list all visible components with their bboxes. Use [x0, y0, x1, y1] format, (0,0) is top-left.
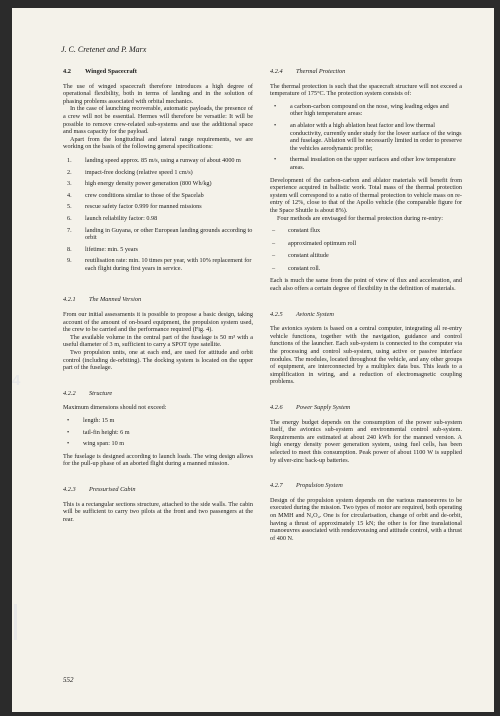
list-marker: •	[274, 121, 277, 129]
paragraph: The thermal protection is such that the spacecraft structure will not exceed a temperature of 175°C. The protection system consists of:	[270, 82, 462, 98]
spec-text: lifetime: min. 5 years	[85, 245, 138, 253]
list-marker: –	[272, 239, 276, 247]
dimension-item	[63, 417, 253, 425]
list-marker: •	[67, 440, 70, 448]
list-marker: •	[67, 417, 70, 424]
spec-text: landing speed approx. 85 m/s, using a runway of about 4000 m	[85, 156, 241, 164]
section-heading-4-2-4: 4.2.4 Thermal Protection	[270, 68, 346, 75]
paragraph: Each is much the same from the point of view of flux and acceleration, and each also offers a certain degree of flexibility in the definition of materials.	[270, 277, 462, 293]
spec-text: rescue safety factor 0.999 for manned missions	[85, 203, 202, 211]
paragraph: Development of the carbon-carbon and ablator materials will benefit from experience acquired in ballistic work. Total mass of the thermal protection system will correspond to a ratio of thermal protection to vehicle mass on re-entry of 12%, close to that of the Apollo vehicle (the comparable figure for the Space Shuttle is about 8%).	[270, 176, 462, 214]
edge-mark-number: 4	[12, 372, 21, 389]
section-heading-4-2: 4.2 Winged Spacecraft	[63, 68, 137, 75]
dimension-item-text: wing span: 10 m	[83, 440, 125, 448]
paragraph: The available volume in the central part of the fuselage is 50 m³ with a useful diameter of 3 m, sufficient to carry a SPOT type satellite.	[63, 333, 253, 349]
paragraph: The avionics system is based on a central computer, integrating all re-entry vehicle functions, together with the navigation, guidance and control functions of the launcher. Each sub-system is connected to the computer via the processing and control sub-system, using active or passive interface modules. The modules, located throughout the vehicle, and any other groups of equipment, are interconnected by a multiplex data bus. This leads to a simplification in wiring, and a reduction of electromagnetic coupling problems.	[270, 325, 462, 386]
spec-number: 4.	[67, 191, 72, 199]
spec-text: landing in Guyana, or other European landing grounds according to orbit	[85, 226, 253, 242]
running-header: J. C. Cretenet and P. Marx	[61, 45, 147, 54]
spec-text: crew conditions similar to those of the Spacelab	[85, 191, 204, 199]
spec-text: high energy density power generation (800 Wh/kg)	[85, 180, 212, 188]
method-item	[270, 252, 462, 260]
thermal-item	[270, 156, 462, 171]
spec-item	[63, 203, 253, 211]
section-heading-4-2-2: 4.2.2 Structure	[63, 389, 113, 397]
paragraph: Four methods are envisaged for thermal protection during re-entry:	[277, 214, 443, 222]
section-heading-4-2-3: 4.2.3 Pressurised Cabin	[63, 485, 136, 493]
edge-mark-bar	[14, 604, 17, 640]
dimension-item	[63, 440, 253, 448]
method-item	[270, 265, 462, 273]
paragraph: The use of winged spacecraft therefore introduces a high degree of operational flexibility, both in terms of landing and in the solution of phasing problems associated with orbital mechanics.	[63, 82, 253, 105]
left-column	[63, 68, 253, 523]
dimension-item-text: length: 15 m	[83, 417, 115, 424]
spec-text: launch reliability factor: 0.98	[85, 214, 158, 222]
spec-item	[63, 257, 253, 272]
paragraph: Maximum dimensions should not exceed:	[63, 404, 167, 412]
page-number: 552	[63, 676, 74, 684]
spec-item	[63, 180, 253, 188]
method-item-text: constant roll.	[288, 264, 321, 272]
method-item	[270, 227, 462, 235]
reentry-methods-list	[270, 227, 462, 272]
spec-number: 1.	[67, 156, 72, 164]
list-marker: –	[272, 227, 276, 235]
spec-item	[63, 246, 253, 254]
spec-number: 6.	[67, 214, 72, 222]
method-item-text: approximated optimum roll	[288, 239, 357, 247]
dimension-item-text: tail-fin height: 6 m	[83, 428, 130, 436]
method-item-text: constant flux	[288, 227, 321, 235]
specifications-list	[63, 157, 253, 273]
method-item	[270, 240, 462, 248]
spec-text: impact-free docking (relative speed 1 cm/s)	[85, 168, 193, 176]
list-marker: •	[274, 102, 277, 110]
section-heading-4-2-6: 4.2.6 Power Supply System	[270, 404, 351, 411]
spec-item	[63, 157, 253, 165]
spec-number: 3.	[67, 180, 72, 188]
list-marker: –	[272, 264, 276, 272]
paragraph: The energy budget depends on the consumption of the power sub-system itself, the avionics sub-system and environmental control sub-system. Requirements are estimated at about 240 kWh for the manned version. A high energy density power generation system, using fuel cells, has been selected to meet this consumption. Peak power of about 1100 W is supplied by silver-zinc back-up batteries.	[270, 418, 462, 464]
thermal-item-text: a carbon-carbon compound on the nose, wing leading edges and other high temperature areas:	[290, 102, 449, 118]
paragraph: Two propulsion units, one at each end, are used for attitude and orbit control (including de-orbiting). The docking system is located on the upper part of the fuselage.	[63, 349, 253, 372]
paragraph: Design of the propulsion system depends on the various manoeuvres to be executed during the mission. Two types of motor are required, both operating on MMH and N₂O₄. One is for circularisation, change of orbit and de-orbit, having a thrust of approximately 15 kN; the other is for fine translational manoeuvres associated with rendezvousing and attitude control, with a thrust of 400 N.	[270, 496, 462, 542]
spec-text: reutilisation rate: min. 10 times per year, with 10% replacement for each flight during first years in service.	[85, 257, 252, 272]
spec-number: 9.	[67, 257, 72, 265]
section-heading-4-2-7: 4.2.7 Propulsion System	[270, 482, 343, 490]
spec-number: 7.	[67, 226, 72, 234]
dimension-item	[63, 429, 253, 437]
list-marker: –	[272, 252, 276, 260]
paragraph: The fuselage is designed according to launch loads. The wing design allows for the pull-up phase of an aborted flight during a manned mission.	[63, 452, 253, 468]
paragraph: Apart from the longitudinal and lateral range requirements, we are working on the basis of the following general specifications:	[63, 135, 253, 151]
spec-item	[63, 169, 253, 177]
spec-number: 2.	[67, 168, 72, 176]
document-page	[12, 8, 494, 712]
paragraph: In the case of launching recoverable, automatic payloads, the presence of a crew will not be essential. Hermes will therefore be versatile: It will be possible to remove crew-related sub-systems and use the additional space and mass capacity for the payload.	[63, 105, 253, 136]
thermal-protection-list	[270, 103, 462, 172]
list-marker: •	[67, 428, 70, 436]
spec-number: 5.	[67, 203, 72, 211]
paragraph: This is a rectangular sections structure, attached to the side walls. The cabin will be sufficient to carry two pilots at the front and two passengers at the rear.	[63, 500, 253, 523]
paragraph: From our initial assessments it is possible to propose a basic design, taking account of the amount of on-board equipment, the propulsion system used, the crew to be carried and the performance required (Fig. 4).	[63, 311, 253, 334]
spec-item	[63, 215, 253, 223]
list-marker: •	[274, 156, 277, 164]
section-heading-4-2-5: 4.2.5 Avionic System	[270, 310, 334, 318]
thermal-item	[270, 122, 462, 152]
spec-number: 8.	[67, 245, 72, 253]
right-column	[270, 68, 462, 542]
spec-item	[63, 227, 253, 242]
spec-item	[63, 192, 253, 200]
thermal-item-text: thermal insulation on the upper surfaces and other low temperature areas.	[290, 156, 456, 171]
method-item-text: constant altitude	[288, 252, 329, 260]
thermal-item-text: an ablator with a high ablation heat factor and low thermal conductivity, currently under study for the lower surface of the wings and fuselage. Ablation will be necessarily limited in order to preserve the vehicles aerodynamic profile;	[290, 121, 462, 152]
dimensions-list	[63, 417, 253, 448]
section-heading-4-2-1: 4.2.1 The Manned Version	[63, 296, 142, 304]
thermal-item	[270, 103, 462, 118]
